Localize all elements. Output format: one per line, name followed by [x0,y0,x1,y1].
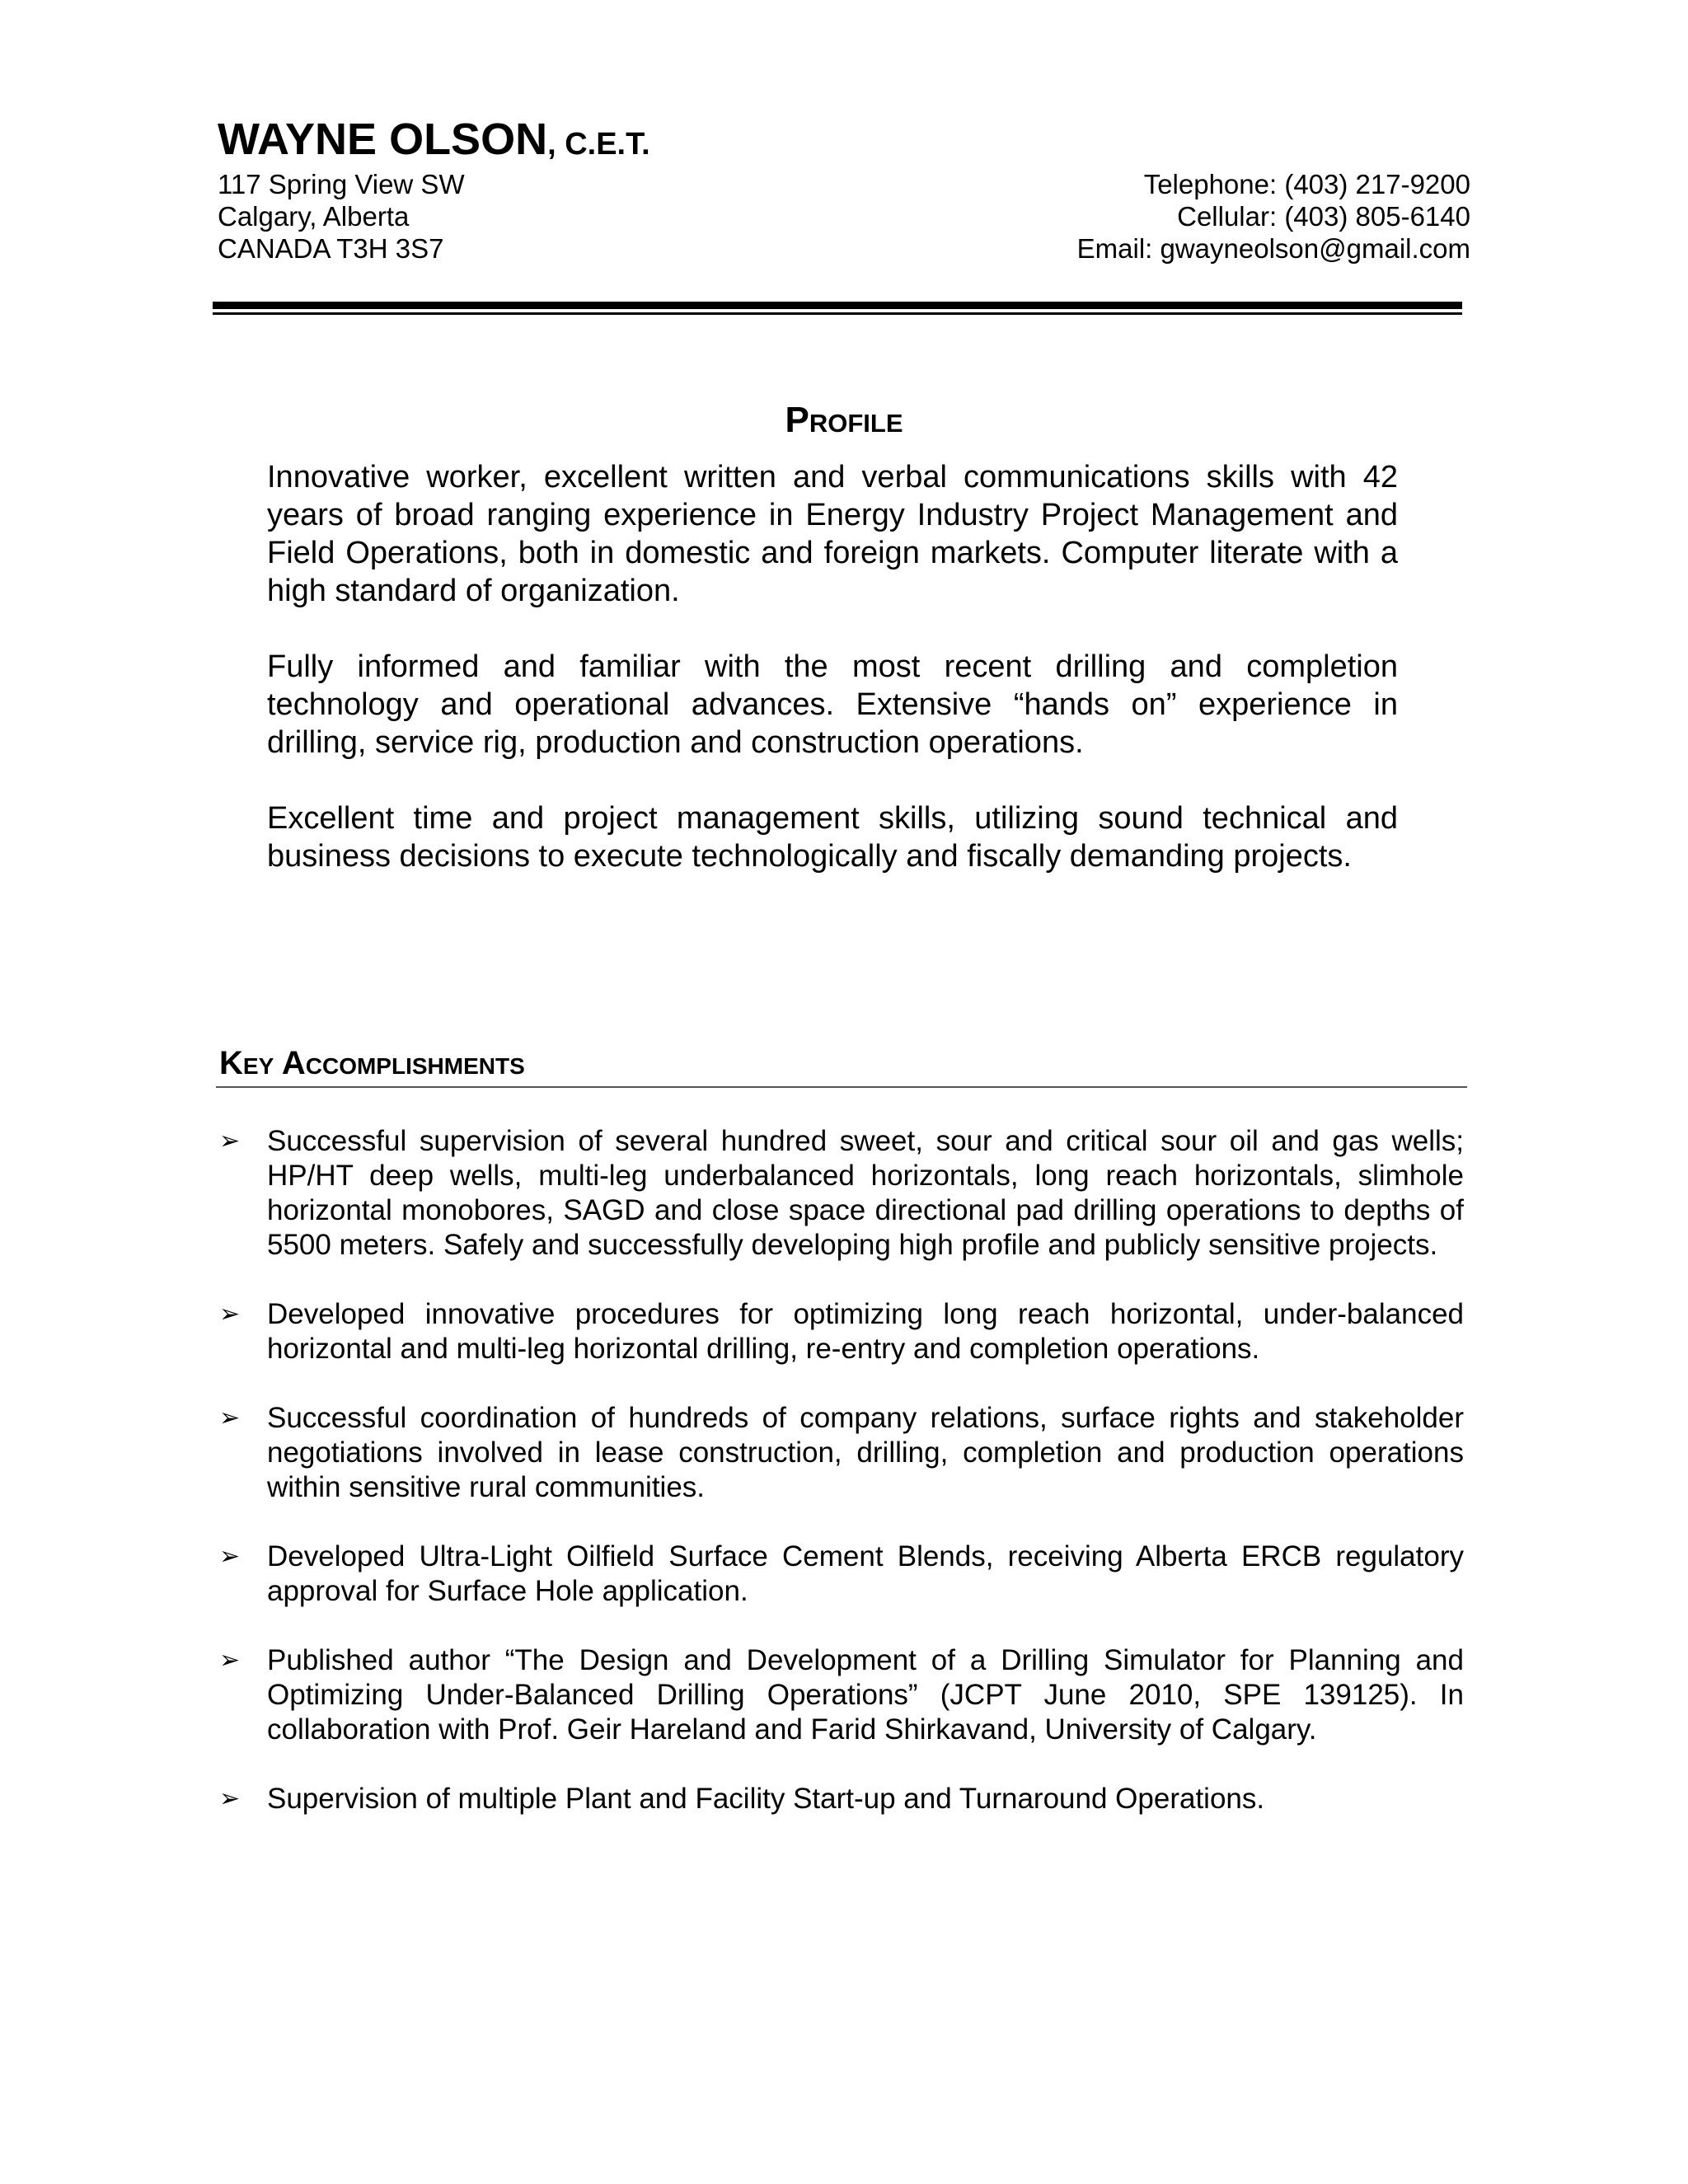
profile-paragraph: Fully informed and familiar with the most recent drilling and completion technology and operational advances. Extensive “hands on” experience in drilling, service rig, production and construction operations. [267,649,1398,760]
list-item [218,1401,1464,1505]
arrow-bullet-icon: ➢ [219,1543,241,1570]
profile-paragraph: Excellent time and project management skills, utilizing sound technical and business decisions to execute technologically and fiscally demanding projects. [267,801,1398,874]
profile-paragraph: Innovative worker, excellent written and verbal communications skills with 42 years of broad ranging experience in Energy Industry Project Management and Field Operations, both in domestic and foreign markets. Computer literate with a high standard of organization. [267,460,1398,608]
list-item-text: Developed Ultra-Light Oilfield Surface Cement Blends, receiving Alberta ERCB regulatory approval for Surface Hole application. [267,1540,1464,1607]
header-divider-thick [213,302,1462,309]
arrow-bullet-icon: ➢ [219,1785,241,1812]
arrow-bullet-icon: ➢ [219,1647,241,1674]
list-item [218,1124,1464,1263]
name-text: WAYNE OLSON [218,115,548,164]
mailing-address [218,168,465,265]
address-line: CANADA T3H 3S7 [218,233,444,264]
address-line: Calgary, Alberta [218,201,410,232]
email: Email: gwayneolson@gmail.com [1076,233,1470,264]
list-item [218,1782,1464,1816]
list-item [218,1540,1464,1609]
arrow-bullet-icon: ➢ [219,1301,241,1328]
telephone: Telephone: (403) 217-9200 [1143,169,1470,199]
list-item [218,1297,1464,1366]
address-line: 117 Spring View SW [218,169,465,199]
header-divider-thin [213,312,1462,315]
list-item-text: Developed innovative procedures for optimizing long reach horizontal, under-balanced horizontal and multi-leg horizontal drilling, re-entry and completion operations. [267,1298,1464,1365]
arrow-bullet-icon: ➢ [219,1127,241,1155]
list-item-text: Published author “The Design and Development of a Drilling Simulator for Planning and Optimizing Under-Balanced Drilling Operations” (JCPT June 2010, SPE 139125). In collaboration with Prof. Geir Hareland and Farid Shirkavand, University of Calgary. [267,1644,1464,1746]
list-item-text: Supervision of multiple Plant and Facility Start-up and Turnaround Operations. [267,1783,1265,1815]
arrow-bullet-icon: ➢ [219,1404,241,1432]
cellular: Cellular: (403) 805-6140 [1177,201,1470,232]
list-item [218,1643,1464,1747]
key-accomplishments-heading: Key Accomplishments [219,1045,525,1081]
candidate-name [218,117,650,162]
profile-heading: Profile [785,400,903,440]
contact-details [1077,168,1470,265]
list-item-text: Successful coordination of hundreds of company relations, surface rights and stakeholder negotiations involved in lease construction, drilling, completion and production operations within sensitive rural communities. [267,1402,1464,1503]
section-underline [216,1086,1467,1088]
accomplishments-list [218,1124,1464,1851]
list-item-text: Successful supervision of several hundred sweet, sour and critical sour oil and gas wells; HP/HT deep wells, multi-leg underbalanced horizontals, long reach horizontals, slimhole horizontal monobores, SAGD and close space directional pad drilling operations to depths of 5500 meters. Safely and successfully developing high profile and publicly sensitive projects. [267,1125,1464,1261]
profile-section [267,458,1398,913]
credential-text: , C.E.T. [547,127,650,162]
